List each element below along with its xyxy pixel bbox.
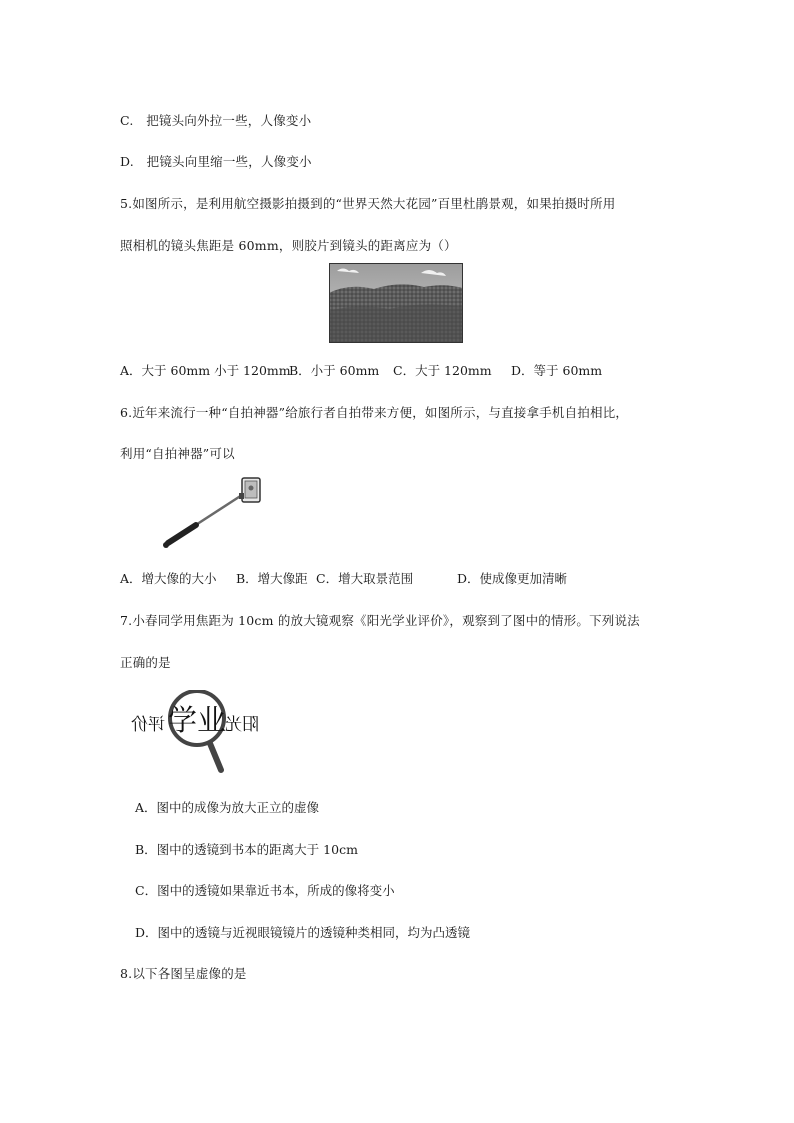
q7-option-b: B．图中的透镜到书本的距离大于 10cm — [135, 842, 358, 857]
q4-option-d: D. 把镜头向里缩一些，人像变小 — [120, 154, 312, 169]
q7-fig-center-text: 学业 — [167, 703, 227, 737]
q5-option-b: B．小于 60mm — [289, 363, 380, 378]
q5-stem-line2: 照相机的镜头焦距是 60mm，则胶片到镜头的距离应为（） — [120, 238, 457, 253]
q6-option-c: C．增大取景范围 — [316, 571, 414, 586]
q6-stem-line1: 6.近年来流行一种“自拍神器”给旅行者自拍带来方便，如图所示，与直接拿手机自拍相比， — [120, 405, 629, 420]
q7-magnifier-figure — [125, 690, 275, 780]
q7-option-c: C．图中的透镜如果靠近书本，所成的像将变小 — [135, 883, 395, 898]
q7-option-d: D．图中的透镜与近视眼镜镜片的透镜种类相同，均为凸透镜 — [135, 925, 471, 940]
q7-stem-line1: 7.小春同学用焦距为 10cm 的放大镜观察《阳光学业评价》，观察到了图中的情形。下列说法 — [120, 613, 640, 628]
q5-option-a: A．大于 60mm 小于 120mm — [120, 363, 291, 378]
q6-option-b: B．增大像距 — [236, 571, 308, 586]
q5-option-d: D．等于 60mm — [511, 363, 603, 378]
q7-option-a: A．图中的成像为放大正立的虚像 — [135, 800, 320, 815]
q6-option-a: A．增大像的大小 — [120, 571, 217, 586]
q7-fig-right-text: 阳光 — [225, 715, 259, 735]
q4-option-c: C. 把镜头向外拉一些，人像变小 — [120, 113, 312, 128]
q8-stem-line1: 8.以下各图呈虚像的是 — [120, 966, 247, 981]
q7-fig-left-text: 评价 — [131, 715, 165, 735]
q6-selfie-stick-figure — [150, 473, 280, 553]
q7-stem-line2: 正确的是 — [120, 655, 171, 670]
q5-stem-line1: 5.如图所示，是利用航空摄影拍摄到的“世界天然大花园”百里杜鹃景观，如果拍摄时所用 — [120, 196, 616, 211]
q6-stem-line2: 利用“自拍神器”可以 — [120, 446, 235, 461]
q6-option-d: D．使成像更加清晰 — [457, 571, 568, 586]
q5-landscape-photo — [329, 263, 463, 343]
q5-option-c: C．大于 120mm — [393, 363, 492, 378]
